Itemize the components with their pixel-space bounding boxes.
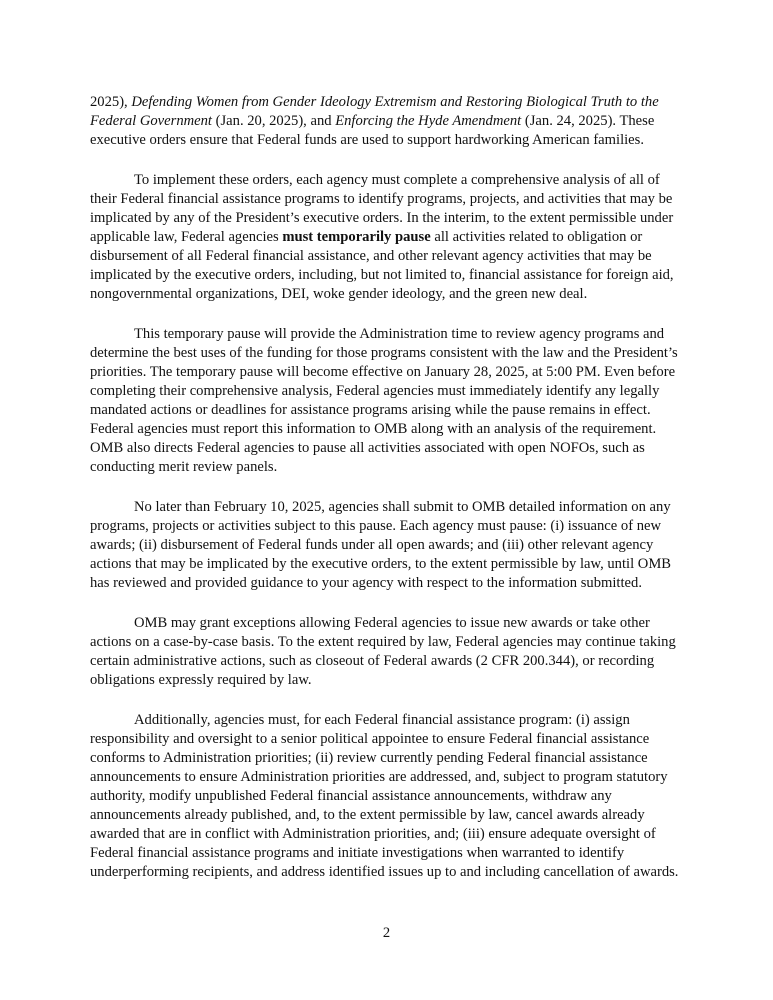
text-segment: This temporary pause will provide the Administration time to review agency programs and determine the best uses of the funding for those programs consistent with the law and the President’s priorities. The temporary pause will become effective on January 28, 2025, at 5:00 PM. Even before completing their comprehensive analysis, Federal agencies must immediately identify any legally mandated actions or deadlines for assistance programs arising while the pause remains in effect. Federal agencies must report this information to OMB along with an analysis of the requirement. OMB also directs Federal agencies to pause all activities associated with open NOFOs, such as conducting merit review panels. [90,326,678,475]
bold-emphasis-temporary-pause: must temporarily pause [282,229,431,245]
text-segment: 2025), [90,94,132,110]
paragraph-3 [90,325,680,477]
text-segment: (Jan. 24, 2025). These executive orders ensure that Federal funds are used to support hardworking American families. [90,113,655,148]
text-segment: all activities related to obligation or disbursement of all Federal financial assistance, and other relevant agency activities that may be implicated by the executive orders, including, but not limited to, financial assistance for foreign aid, nongovernmental organizations, DEI, woke gender ideology, and the green new deal. [90,229,674,302]
paragraph-5 [90,614,680,690]
page-number: 2 [382,925,391,941]
text-segment: To implement these orders, each agency must complete a comprehensive analysis of all of their Federal financial assistance programs to identify programs, projects, and activities that may be implicated by any of the President’s executive orders. In the interim, to the extent permissible under applicable law, Federal agencies [90,172,674,245]
paragraph-2 [90,171,680,304]
text-segment: OMB may grant exceptions allowing Federal agencies to issue new awards or take other actions on a case-by-case basis. To the extent required by law, Federal agencies may continue taking certain administrative actions, such as closeout of Federal awards (2 CFR 200.344), or recording obligations expressly required by law. [90,615,676,688]
document-body [90,93,680,903]
text-segment: No later than February 10, 2025, agencies shall submit to OMB detailed information on any programs, projects or activities subject to this pause. Each agency must pause: (i) issuance of new awards; (ii) disbursement of Federal funds under all open awards; and (iii) other relevant agency actions that may be implicated by the executive orders, to the extent permissible by law, until OMB has reviewed and provided guidance to your agency with respect to the information submitted. [90,499,672,591]
italic-order-title-hyde-amendment: Enforcing the Hyde Amendment [335,113,522,129]
text-segment: Additionally, agencies must, for each Federal financial assistance program: (i) assign responsibility and oversight to a senior political appointee to ensure Federal financial assistance conforms to Administration priorities; (ii) review currently pending Federal financial assistance announcements to ensure Administration priorities are addressed, and, subject to program statutory authority, modify unpublished Federal financial assistance announcements, withdraw any announcements already published, and, to the extent permissible by law, cancel awards already awarded that are in conflict with Administration priorities, and; (iii) ensure adequate oversight of Federal financial assistance programs and initiate investigations when warranted to identify underperforming recipients, and address identified issues up to and including cancellation of awards. [90,712,679,880]
italic-order-title-gender-ideology: Defending Women from Gender Ideology Extremism and Restoring Biological Truth to the Federal Government [90,94,659,129]
paragraph-6 [90,711,680,882]
paragraph-1 [90,93,680,150]
text-segment: (Jan. 20, 2025), and [211,113,336,129]
paragraph-4 [90,498,680,593]
